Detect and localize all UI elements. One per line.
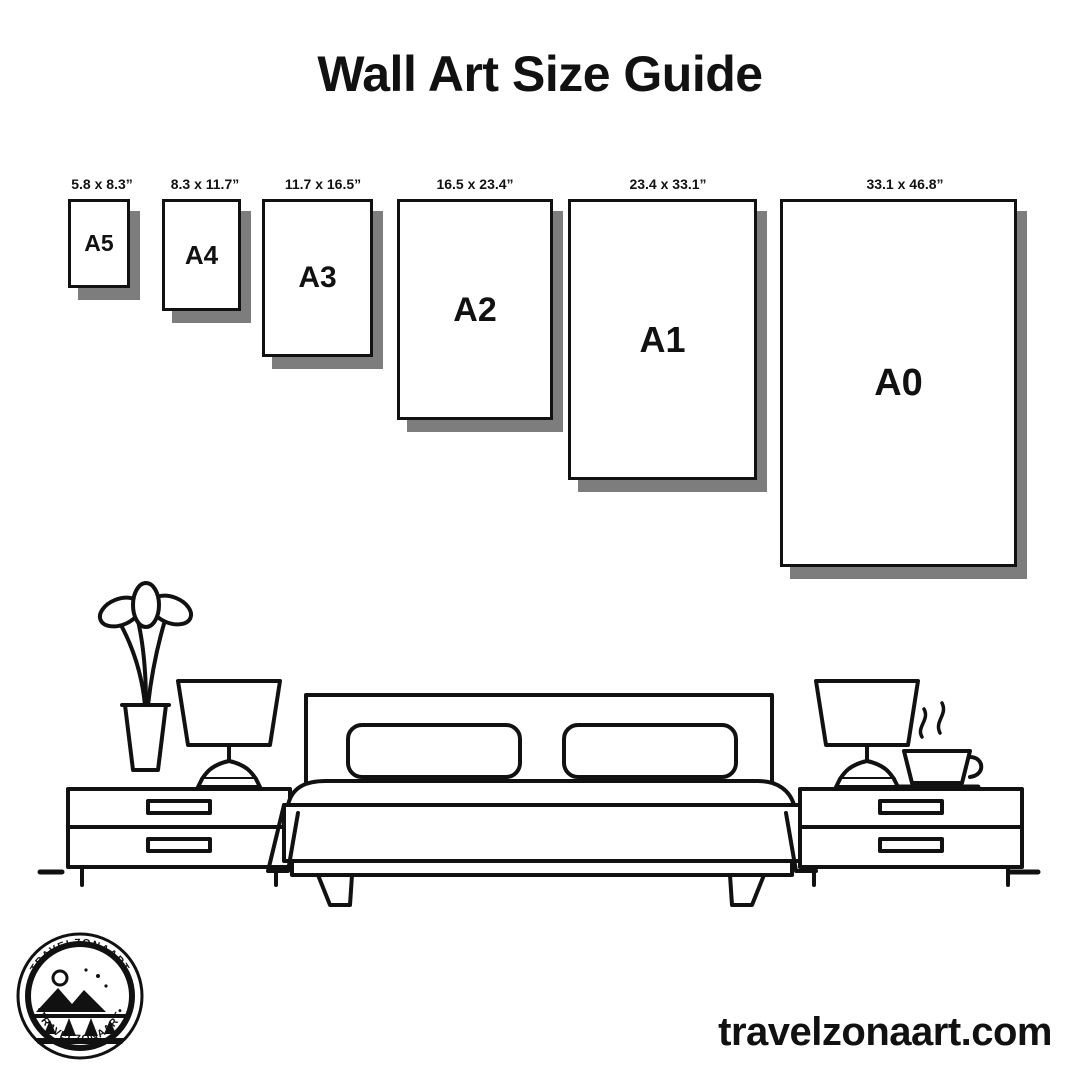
frame-box-a5	[68, 199, 130, 288]
table-lamp-right	[816, 681, 918, 787]
frame-label-a0: A0	[874, 362, 923, 404]
logo-text-bottom: •TRAVELZONAART•	[32, 1005, 128, 1046]
frame-a3	[262, 199, 373, 357]
plant-vase	[96, 583, 196, 770]
frame-box-a2	[397, 199, 553, 420]
nightstand-right	[800, 789, 1022, 885]
logo-text-top: •TRAVELZONAART•	[25, 936, 135, 979]
frame-a5	[68, 199, 130, 288]
nightstand-left	[68, 789, 290, 885]
frame-a0	[780, 199, 1017, 567]
frame-box-a4	[162, 199, 241, 311]
frame-a1	[568, 199, 757, 480]
frame-label-a5: A5	[84, 230, 114, 256]
frame-label-a3: A3	[298, 261, 337, 294]
frame-label-a1: A1	[639, 318, 686, 360]
frame-dimension-a2: 16.5 x 23.4”	[436, 176, 514, 192]
frame-box-a3	[262, 199, 373, 357]
table-lamp-left	[178, 681, 280, 787]
frame-dimension-a1: 23.4 x 33.1”	[629, 176, 707, 192]
bed	[268, 695, 816, 905]
frame-dimension-a3: 11.7 x 16.5”	[284, 176, 362, 192]
frame-a4	[162, 199, 241, 311]
frame-box-a1	[568, 199, 757, 480]
bedroom-illustration	[30, 565, 1050, 915]
frame-dimension-a5: 5.8 x 8.3”	[71, 176, 133, 192]
frame-dimension-a4: 8.3 x 11.7”	[170, 176, 240, 192]
frame-dimension-a0: 33.1 x 46.8”	[866, 176, 944, 192]
frame-box-a0	[780, 199, 1017, 567]
frame-a2	[397, 199, 553, 420]
page-title: Wall Art Size Guide	[317, 46, 763, 102]
frame-label-a2: A2	[453, 290, 497, 329]
frame-label-a4: A4	[184, 240, 219, 270]
site-url: travelzonaart.com	[718, 1010, 1052, 1054]
brand-logo	[14, 930, 146, 1062]
